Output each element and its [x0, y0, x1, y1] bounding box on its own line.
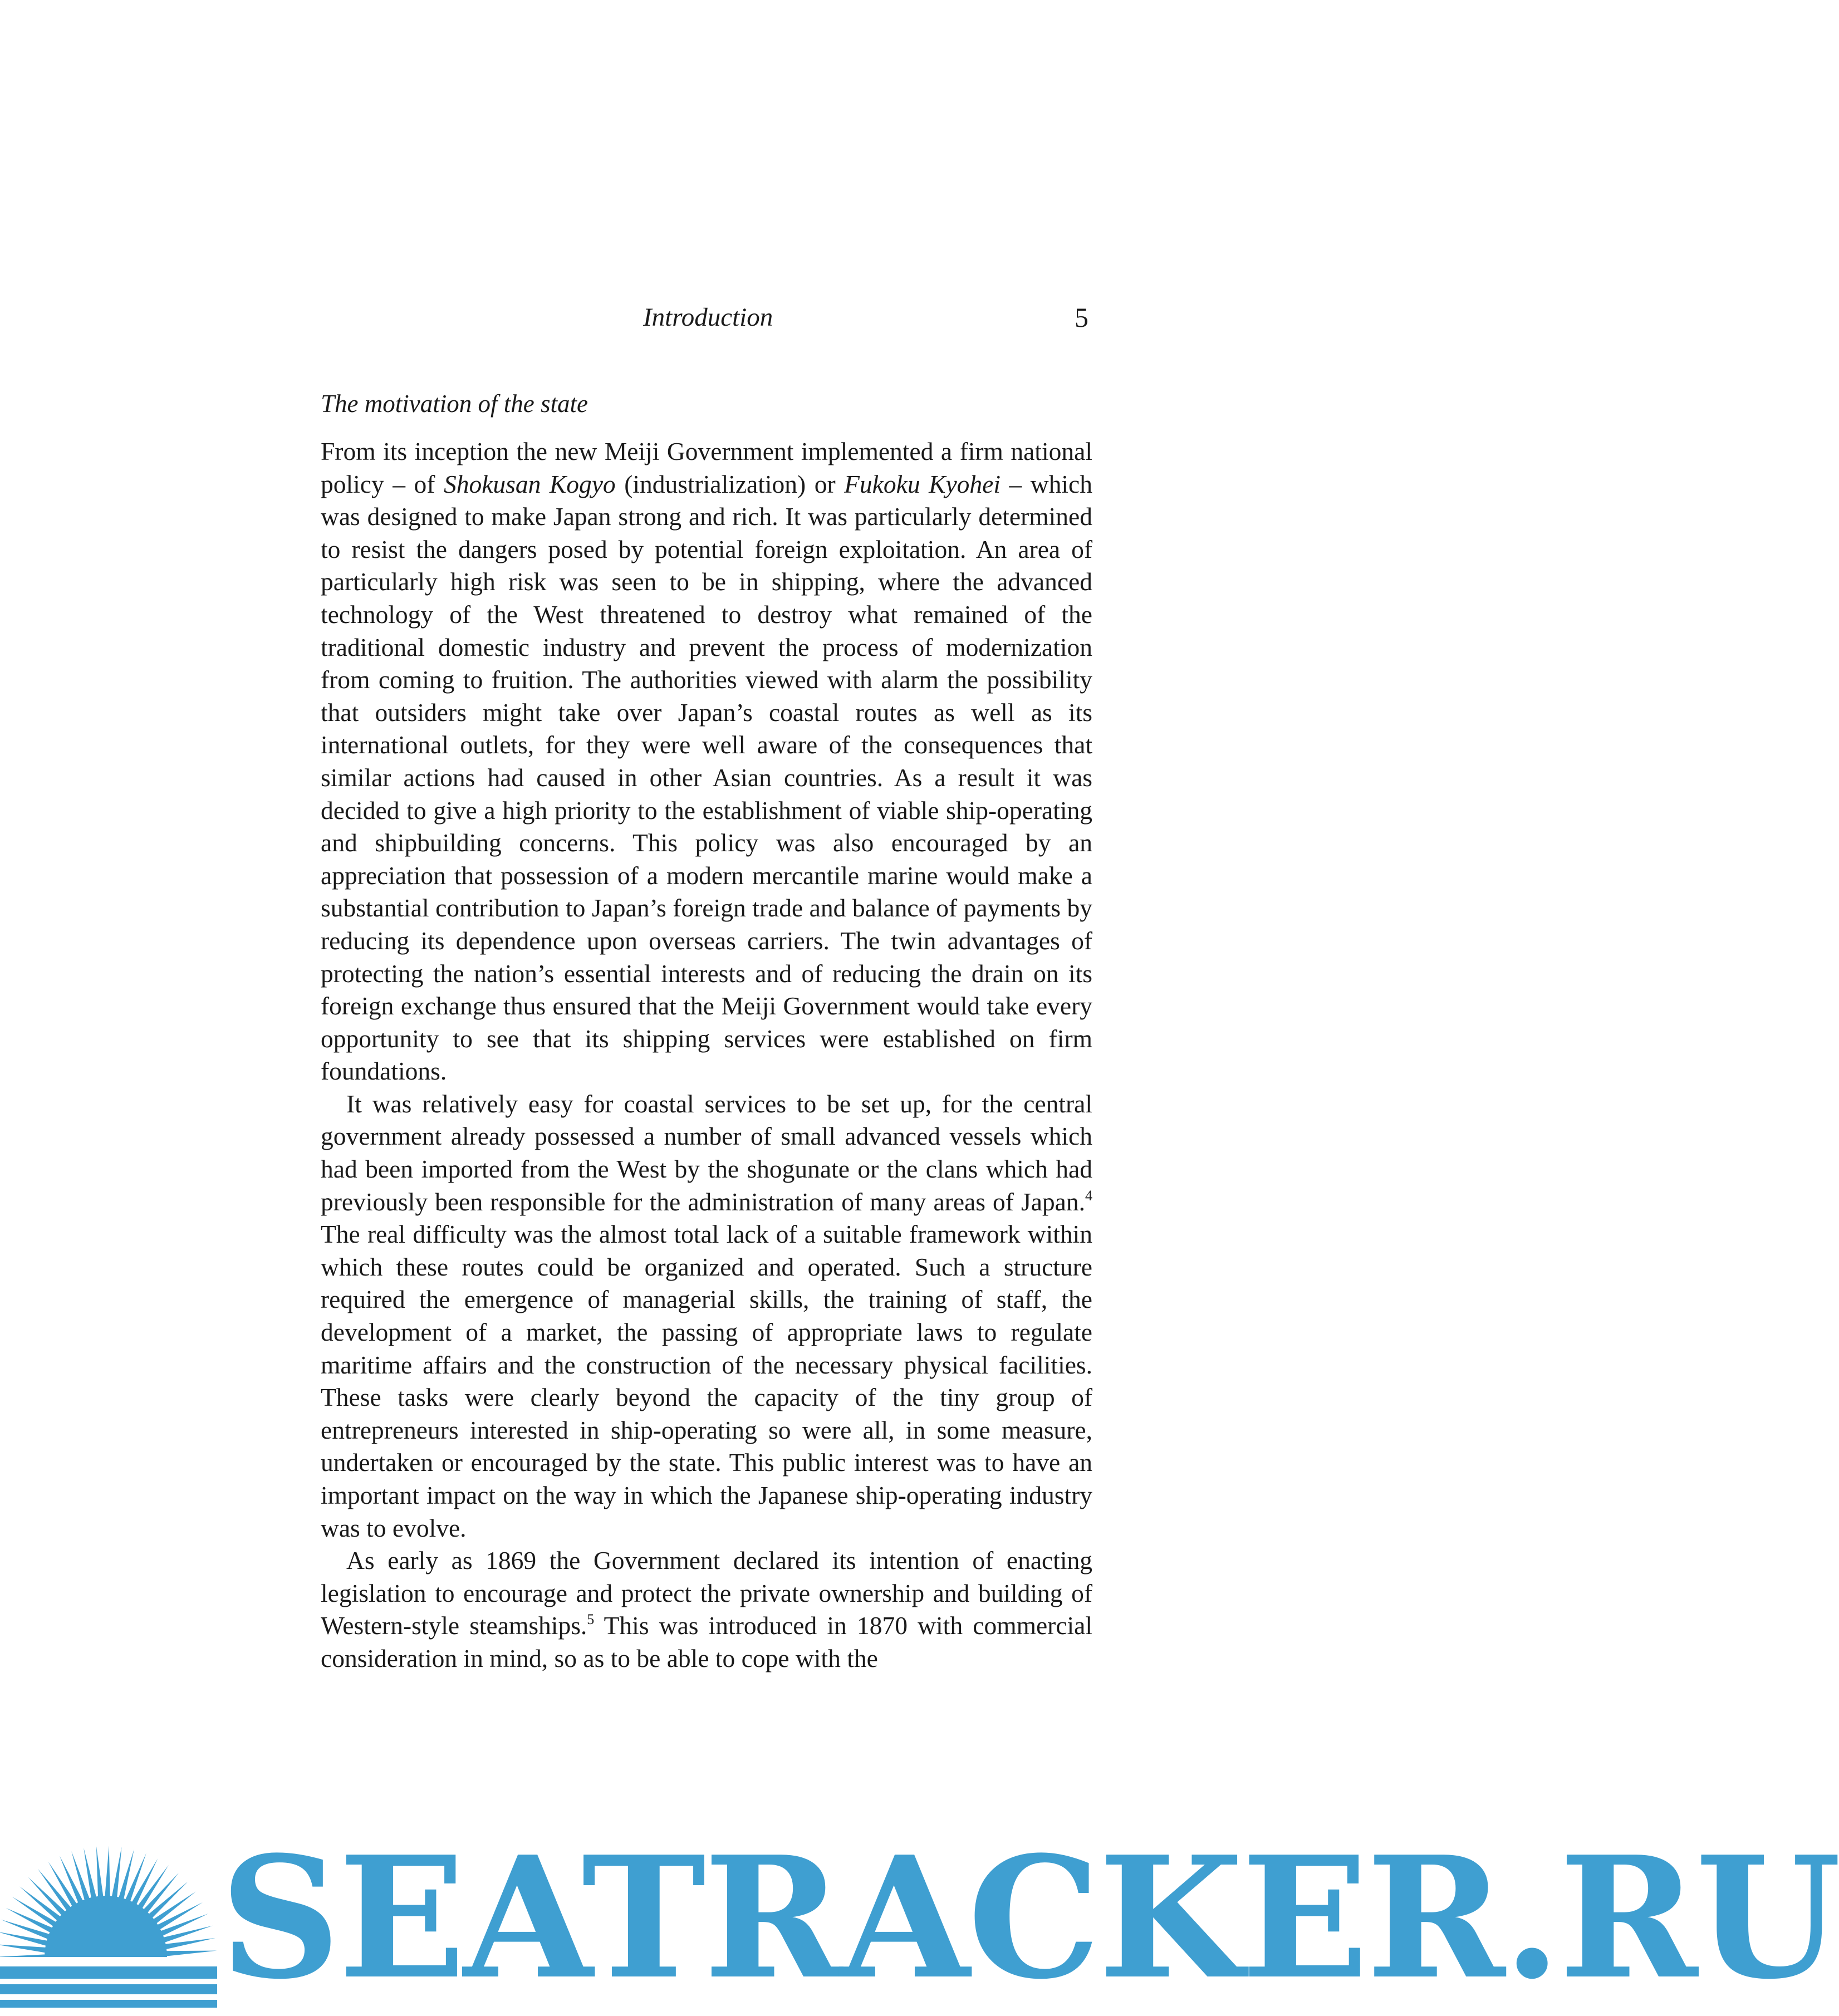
page-number: 5 — [1075, 302, 1088, 333]
paragraph-2 — [321, 1088, 1092, 1544]
paragraph-1-text-a: From its inception the new Meiji Government implemented a firm national policy – of — [321, 437, 1092, 498]
paragraph-2-text-b: The real difficulty was the almost total lack of a suitable framework within which these routes could be organized and operated. Such a structure required the emergence of managerial skills, the training of staff, the development of a market, the passing of appropriate laws to regulate maritime affairs and the construction of the necessary physical facilities. These tasks were clearly beyond the capacity of the tiny group of entrepreneurs interested in ship-operating so were all, in some measure, undertaken or encouraged by the state. This public interest was to have an important impact on the way in which the Japanese ship-operating industry was to evolve. — [321, 1220, 1092, 1542]
sunburst-icon — [0, 1846, 217, 2015]
footnote-marker-4: 4 — [1085, 1187, 1092, 1204]
footnote-marker-5: 5 — [587, 1611, 595, 1628]
paragraph-1-italic-term-2: Fukoku Kyohei — [844, 469, 1001, 498]
paragraph-1-italic-term-1: Shokusan Kogyo — [443, 469, 616, 498]
paragraph-3-text-b: This was introduced in 1870 with commercial consideration in mind, so as to be able to cope with the — [321, 1611, 1093, 1672]
body-text — [321, 435, 1092, 1675]
paragraph-2-text-a: It was relatively easy for coastal services to be set up, for the central government already possessed a number of small advanced vessels which had been imported from the West by the shogunate or the clans which had previously been responsible for the administration of many areas of Japan. — [321, 1089, 1092, 1216]
section-title: The motivation of the state — [321, 390, 588, 418]
paragraph-3 — [321, 1544, 1092, 1675]
running-head: Introduction — [643, 303, 773, 332]
paragraph-1-text-b: (industrialization) or — [615, 469, 845, 498]
paragraph-3-text-a: As early as 1869 the Government declared its intention of enacting legislation to encourage and protect the private ownership and building of Western-style steamships. — [321, 1546, 1092, 1640]
paragraph-1 — [321, 435, 1092, 1088]
watermark-text: SEATRACKER.RU — [220, 1819, 1839, 2016]
paragraph-1-text-c: – which was designed to make Japan strong and rich. It was particularly determined to resist the dangers posed by potential foreign exploitation. An area of particularly high risk was seen to be in shipping, where the advanced technology of the West threatened to destroy what remained of the traditional domestic industry and prevent the process of modernization from coming to fruition. The authorities viewed with alarm the possibility that outsiders might take over Japan’s coastal routes as well as its international outlets, for they were well aware of the consequences that similar actions had caused in other Asian countries. As a result it was decided to give a high priority to the establishment of viable ship-operating and shipbuilding concerns. This policy was also encouraged by an appreciation that possession of a modern mercantile marine would make a substantial contribution to Japan’s foreign trade and balance of payments by reducing its dependence upon overseas carriers. The twin advantages of protecting the nation’s essential interests and of reducing the drain on its foreign exchange thus ensured that the Meiji Government would take every opportunity to see that its shipping services were established on firm foundations. — [321, 469, 1092, 1086]
